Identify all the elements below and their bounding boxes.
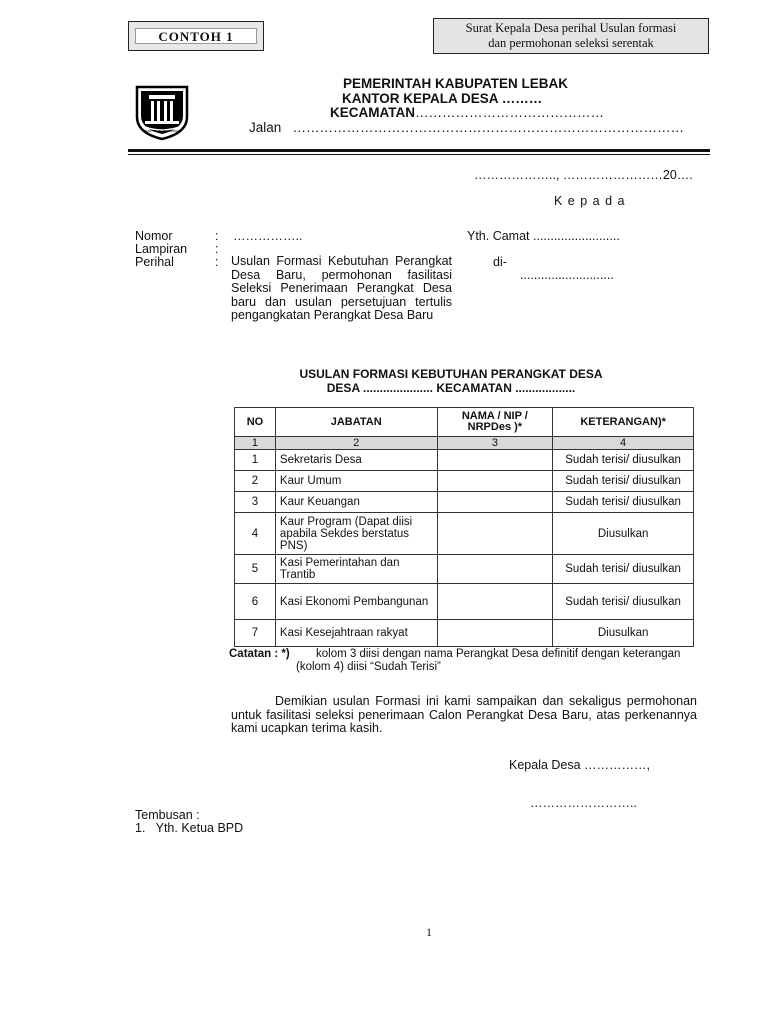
index-cell: 3	[437, 437, 553, 450]
address-label: Jalan	[249, 120, 282, 135]
lampiran-label: Lampiran	[135, 242, 188, 256]
table-row	[235, 620, 694, 647]
header-no: NO	[235, 408, 276, 437]
index-cell: 2	[275, 437, 437, 450]
row-keterangan: Sudah terisi/ diusulkan	[553, 584, 694, 620]
row-keterangan: Sudah terisi/ diusulkan	[553, 471, 694, 492]
signature-name: ……………………..	[530, 796, 637, 810]
example-label: CONTOH 1	[135, 28, 257, 44]
table-title-line-2: DESA ..................... KECAMATAN ..................	[326, 381, 576, 395]
closing-paragraph	[231, 695, 697, 736]
document-description-box	[433, 18, 709, 54]
letterhead-rule-thick	[128, 149, 710, 152]
row-nama	[437, 620, 553, 647]
perihal-colon: :	[215, 255, 219, 269]
table-title	[234, 367, 668, 395]
header-nama: NAMA / NIP / NRPDes )*	[437, 408, 553, 437]
table-index-row	[235, 437, 694, 450]
row-jabatan: Kasi Pemerintahan dan Trantib	[275, 555, 437, 584]
perihal-value: Usulan Formasi Kebutuhan Perangkat Desa Baru, permohonan fasilitasi Seleksi Penerimaan Perangkat Desa baru dan usulan persetujuan tertulis pengangkatan Perangkat Desa Baru	[231, 254, 452, 322]
closing-text: Demikian usulan Formasi ini kami sampaikan dan sekaligus permohonan untuk fasilitasi seleksi penerimaan Calon Perangkat Desa Baru, atas perkenannya kami ucapkan terima kasih.	[231, 694, 697, 735]
table-row	[235, 513, 694, 555]
district-label: KECAMATAN	[330, 105, 415, 120]
letterhead-rule-thin	[128, 154, 710, 155]
row-keterangan: Sudah terisi/ diusulkan	[553, 450, 694, 471]
logo-motto: BUMI AMAN JAWA KIDUL	[144, 129, 180, 133]
row-keterangan: Diusulkan	[553, 513, 694, 555]
row-jabatan: Kaur Umum	[275, 471, 437, 492]
row-no: 4	[235, 513, 276, 555]
kepada-label: K e p a d a	[554, 194, 626, 208]
table-header-row	[235, 408, 694, 437]
place-date-line	[474, 168, 693, 182]
tembusan-item: 1. Yth. Ketua BPD	[135, 821, 244, 835]
table-row	[235, 450, 694, 471]
office-name: KANTOR KEPALA DESA ………	[342, 91, 543, 106]
row-no: 5	[235, 555, 276, 584]
recipient-line-1: Yth. Camat .........................	[467, 229, 620, 243]
index-cell: 4	[553, 437, 694, 450]
row-no: 3	[235, 492, 276, 513]
tembusan-label: Tembusan :	[135, 808, 200, 822]
table-row	[235, 471, 694, 492]
row-nama	[437, 513, 553, 555]
description-line-2: dan permohonan seleksi serentak	[488, 36, 654, 50]
row-no: 2	[235, 471, 276, 492]
nomor-colon: :	[215, 229, 219, 243]
row-jabatan: Kasi Ekonomi Pembangunan	[275, 584, 437, 620]
row-jabatan: Kasi Kesejahtraan rakyat	[275, 620, 437, 647]
district-dots: ……………………………………	[415, 105, 604, 120]
table-row	[235, 555, 694, 584]
row-nama	[437, 492, 553, 513]
date-text: ……………….., ……………………20…	[474, 168, 690, 182]
row-nama	[437, 584, 553, 620]
date-suffix: .	[689, 168, 693, 182]
district-line	[330, 105, 604, 120]
recipient-line-3: ...........................	[520, 268, 614, 282]
header-jabatan: JABATAN	[275, 408, 437, 437]
address-line	[249, 120, 684, 135]
formation-table	[234, 407, 694, 647]
row-keterangan: Sudah terisi/ diusulkan	[553, 492, 694, 513]
row-keterangan: Sudah terisi/ diusulkan	[553, 555, 694, 584]
example-label-box	[128, 21, 264, 51]
table-row	[235, 584, 694, 620]
row-no: 1	[235, 450, 276, 471]
nomor-value: ……………..	[233, 229, 303, 243]
table-row	[235, 492, 694, 513]
row-nama	[437, 555, 553, 584]
row-no: 7	[235, 620, 276, 647]
catatan-text-1: kolom 3 diisi dengan nama Perangkat Desa definitif dengan keterangan	[316, 648, 681, 660]
table-title-line-1: USULAN FORMASI KEBUTUHAN PERANGKAT DESA	[299, 367, 603, 381]
government-name: PEMERINTAH KABUPATEN LEBAK	[343, 76, 568, 91]
signature-title: Kepala Desa ……………,	[509, 758, 651, 772]
address-dots: ……………………………………………………………………………	[292, 120, 685, 135]
catatan-label: Catatan : *)	[229, 648, 290, 660]
recipient-line-2: di-	[493, 255, 507, 269]
header-keterangan: KETERANGAN)*	[553, 408, 694, 437]
row-nama	[437, 471, 553, 492]
description-line-1: Surat Kepala Desa perihal Usulan formasi	[465, 21, 677, 35]
nomor-label: Nomor	[135, 229, 173, 243]
page-number: 1	[426, 925, 432, 939]
row-no: 6	[235, 584, 276, 620]
row-jabatan: Sekretaris Desa	[275, 450, 437, 471]
lampiran-colon: :	[215, 242, 219, 256]
perihal-label: Perihal	[135, 255, 174, 269]
row-jabatan: Kaur Keuangan	[275, 492, 437, 513]
index-cell: 1	[235, 437, 276, 450]
row-jabatan: Kaur Program (Dapat diisi apabila Sekdes berstatus PNS)	[275, 513, 437, 555]
row-keterangan: Diusulkan	[553, 620, 694, 647]
catatan-text-2: (kolom 4) diisi “Sudah Terisi”	[296, 661, 441, 673]
row-nama	[437, 450, 553, 471]
